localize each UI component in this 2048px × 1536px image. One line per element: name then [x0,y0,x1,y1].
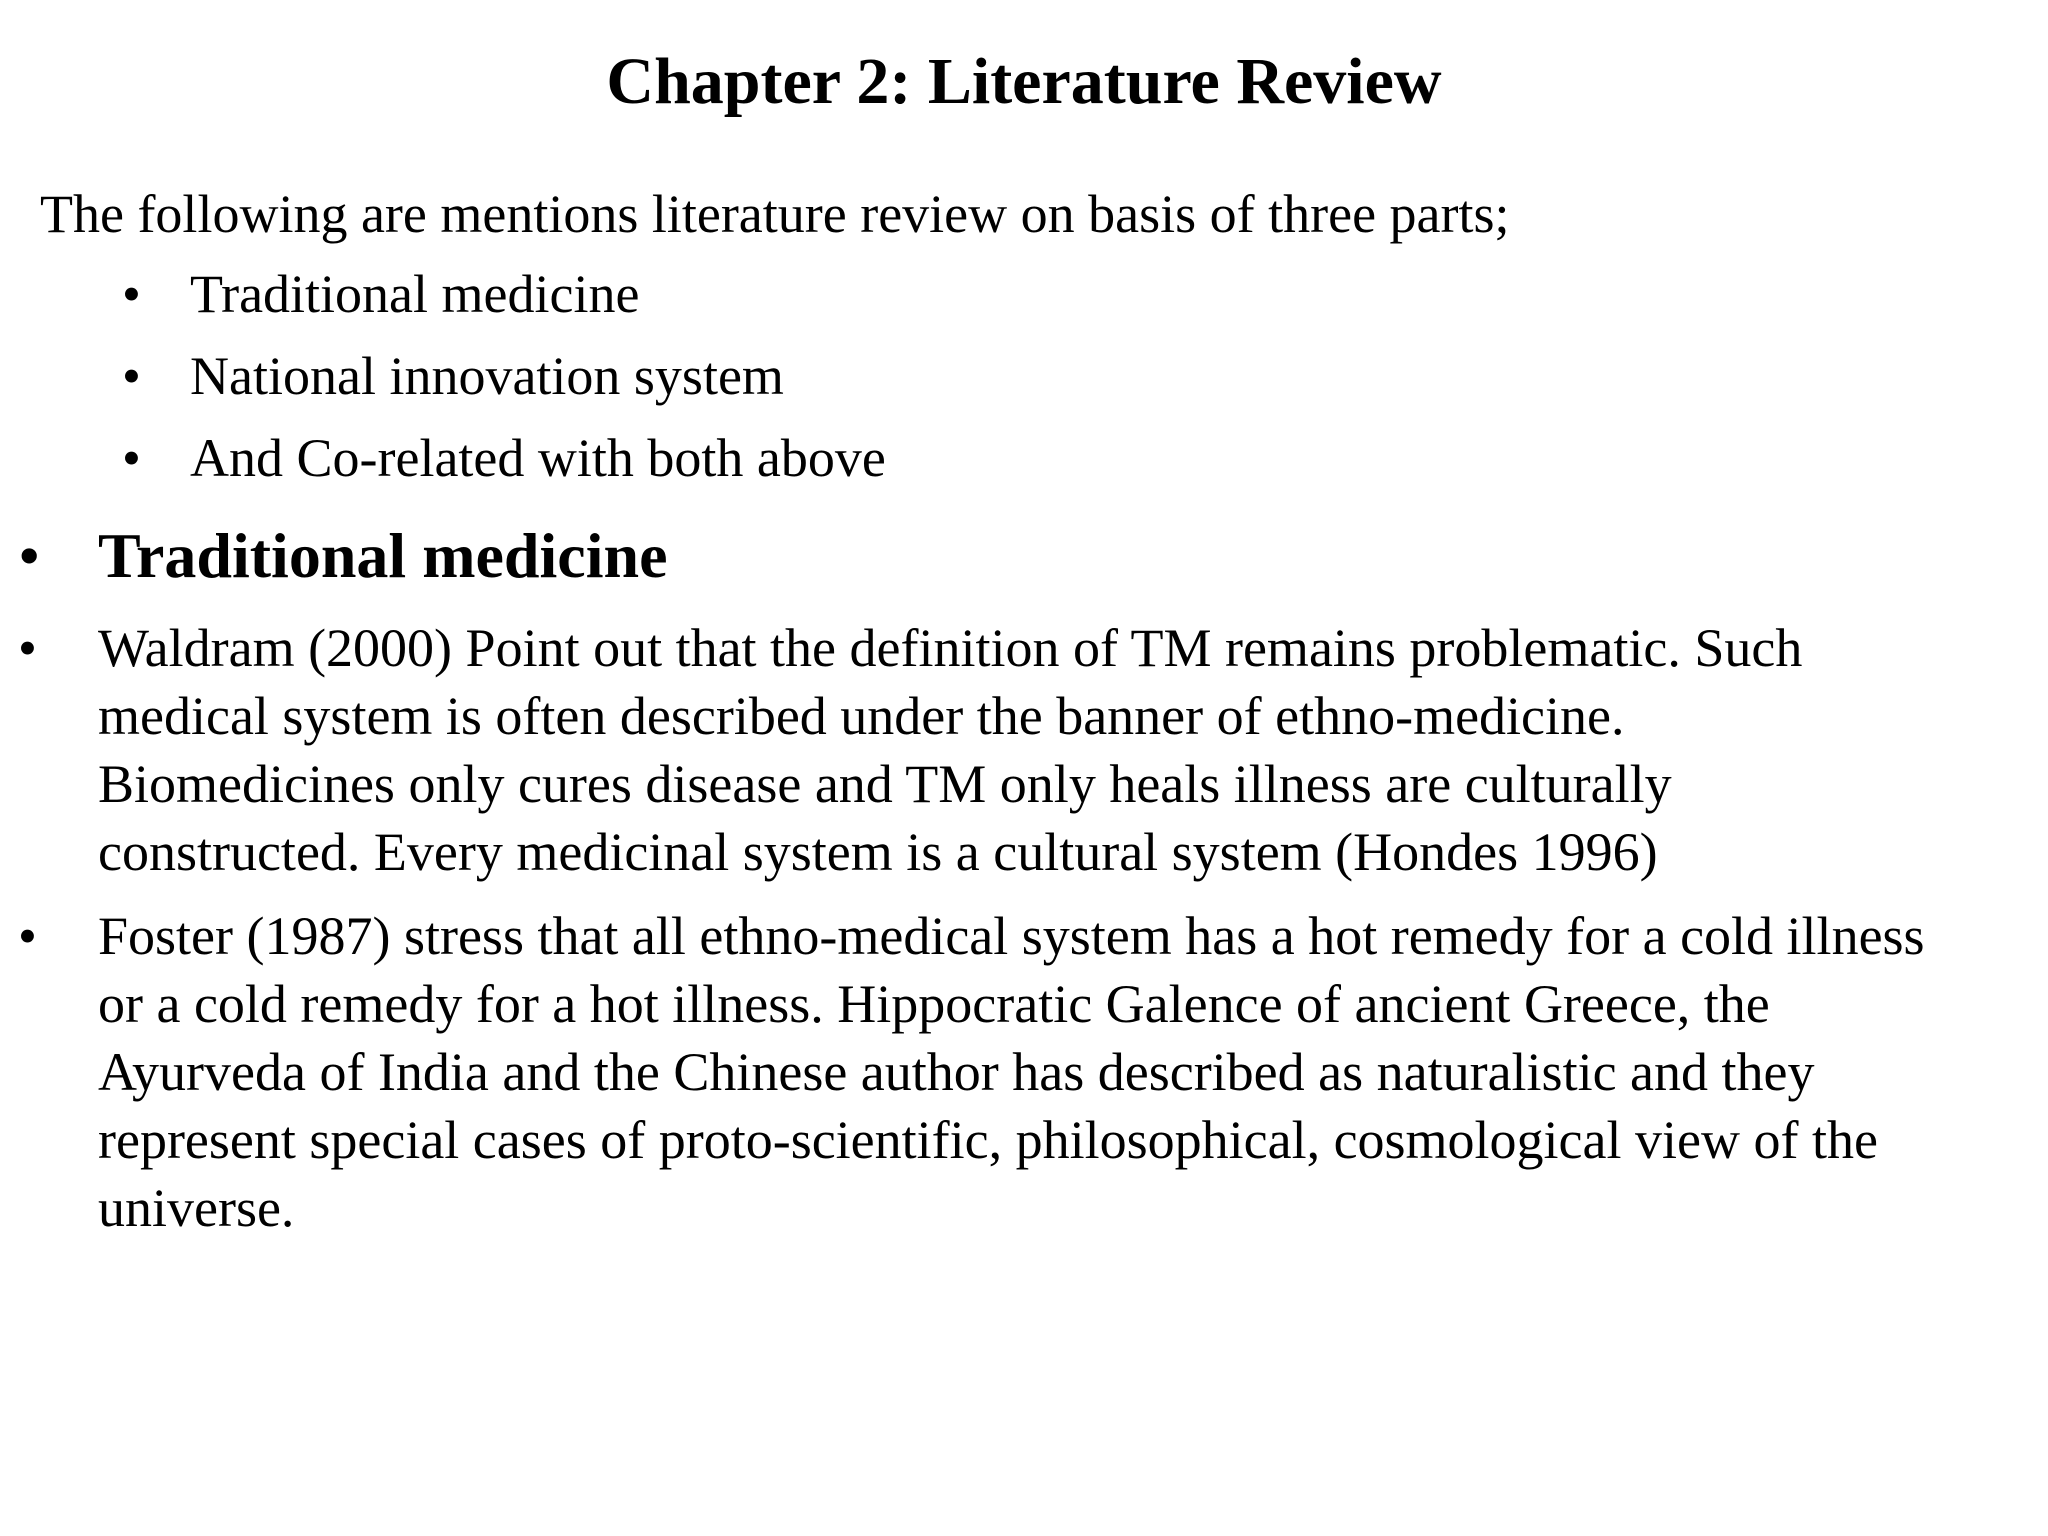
paragraph-line: medical system is often described under the banner of ethno-medicine. [98,686,1625,746]
sub-topic-label: And Co-related with both above [190,428,886,488]
paragraph-line: Foster (1987) stress that all ethno-medical system has a hot remedy for a cold illness [98,906,1925,966]
paragraph-waldram [98,614,2038,886]
bullet-icon: • [18,618,37,678]
intro-text: The following are mentions literature review on basis of three parts; [40,184,1510,244]
paragraph-line: universe. [98,1178,295,1238]
paragraph-line: or a cold remedy for a hot illness. Hippocratic Galence of ancient Greece, the [98,974,1770,1034]
slide-title: Chapter 2: Literature Review [606,45,1442,118]
paragraph-line: Ayurveda of India and the Chinese author has described as naturalistic and they [98,1042,1815,1102]
bullet-icon: • [18,520,41,591]
bullet-icon: • [122,264,141,324]
paragraph-line: represent special cases of proto-scientific, philosophical, cosmological view of the [98,1110,1878,1170]
bullet-icon: • [122,346,141,406]
paragraph-foster [98,902,2038,1242]
sub-topic-label: Traditional medicine [190,264,640,324]
paragraph-line: Biomedicines only cures disease and TM only heals illness are culturally [98,754,1672,814]
bullet-icon: • [122,428,141,488]
paragraph-line: Waldram (2000) Point out that the definition of TM remains problematic. Such [98,618,1803,678]
sub-topic-label: National innovation system [190,346,784,406]
paragraph-line: constructed. Every medicinal system is a cultural system (Hondes 1996) [98,822,1658,882]
section-heading: Traditional medicine [98,520,668,591]
bullet-icon: • [18,906,37,966]
